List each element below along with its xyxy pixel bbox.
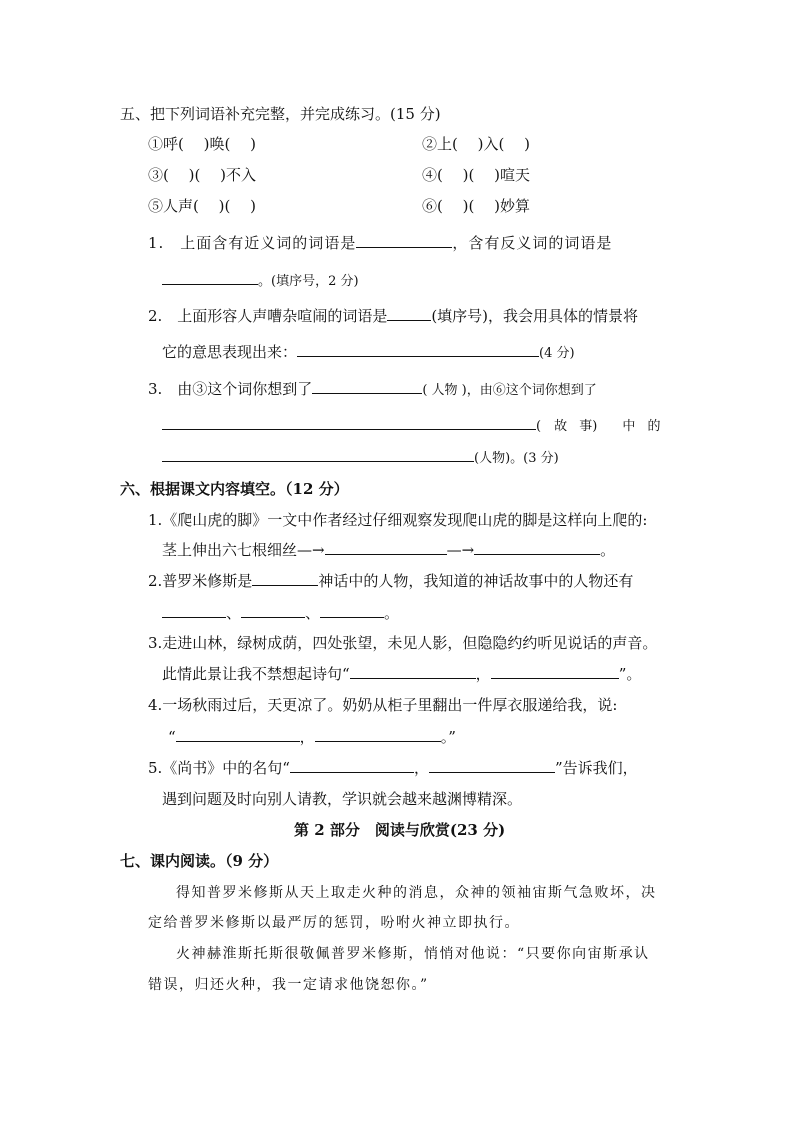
answer-blank[interactable] bbox=[252, 571, 318, 586]
part-2-heading: 第 2 部分 阅读与欣赏(23 分) bbox=[294, 821, 506, 839]
answer-blank[interactable] bbox=[162, 270, 258, 285]
answer-blank[interactable] bbox=[297, 342, 539, 357]
q6-3-line2: 此情此景让我不禁想起诗句“ ， ”。 bbox=[162, 665, 642, 683]
passage-line: 定给普罗米修斯以最严厉的惩罚，吩咐火神立即执行。 bbox=[148, 915, 520, 931]
answer-blank[interactable] bbox=[356, 233, 452, 248]
passage-line: 错误，归还火种，我一定请求他饶恕你。” bbox=[148, 977, 429, 993]
q6-5-line2: 遇到问题及时向别人请教，学识就会越来越渊博精深。 bbox=[162, 790, 523, 808]
word-2: ②上( )入( ) bbox=[422, 135, 530, 153]
q6-3-line1: 3.走进山林，绿树成荫，四处张望，未见人影，但隐隐约约听见说话的声音。 bbox=[148, 634, 658, 652]
q6-4-line2: “ ， 。” bbox=[168, 728, 456, 746]
section-7-title: 七、课内阅读。（9 分） bbox=[120, 852, 279, 870]
answer-blank[interactable] bbox=[162, 447, 474, 462]
answer-blank[interactable] bbox=[491, 664, 619, 679]
answer-blank[interactable] bbox=[315, 727, 441, 742]
answer-blank[interactable] bbox=[429, 758, 555, 773]
q5-3-line1: 3. 由③这个词你想到了 ( 人物 )，由⑥这个词你想到了 bbox=[148, 380, 597, 398]
q6-1-line2: 茎上伸出六七根细丝—→ —→ 。 bbox=[162, 541, 616, 559]
passage-line: 火神赫淮斯托斯很敬佩普罗米修斯，悄悄对他说：“只要你向宙斯承认 bbox=[176, 946, 650, 962]
passage-line: 得知普罗米修斯从天上取走火种的消息，众神的领袖宙斯气急败坏，决 bbox=[176, 885, 657, 901]
answer-blank[interactable] bbox=[241, 603, 305, 618]
word-5: ⑤人声( )( ) bbox=[148, 197, 256, 215]
q6-2-line2: 、 、 。 bbox=[162, 603, 399, 623]
q5-2-line1: 2. 上面形容人声嘈杂喧闹的词语是 (填序号)，我会用具体的情景将 bbox=[148, 307, 639, 325]
q5-1-line1: 1. 上面含有近义词的词语是 ，含有反义词的词语是 bbox=[148, 234, 613, 252]
word-4: ④( )( )喧天 bbox=[422, 166, 530, 184]
q5-3-line3: (人物)。(3 分) bbox=[162, 447, 559, 469]
answer-blank[interactable] bbox=[162, 415, 536, 430]
q5-2-line2: 它的意思表现出来： (4 分) bbox=[162, 343, 575, 361]
q6-2-line1: 2.普罗米修斯是 神话中的人物，我知道的神话故事中的人物还有 bbox=[148, 572, 634, 590]
answer-blank[interactable] bbox=[325, 540, 447, 555]
q6-5-line1: 5.《尚书》中的名句“ ， ”告诉我们， bbox=[148, 759, 638, 777]
word-3: ③( )( )不入 bbox=[148, 166, 256, 184]
q6-4-line1: 4.一场秋雨过后，天更凉了。奶奶从柜子里翻出一件厚衣服递给我，说: bbox=[148, 696, 618, 714]
answer-blank[interactable] bbox=[176, 727, 300, 742]
answer-blank[interactable] bbox=[290, 758, 414, 773]
answer-blank[interactable] bbox=[312, 379, 422, 394]
q5-3-line2: ( 故 事) 中 的 bbox=[162, 415, 661, 437]
answer-blank[interactable] bbox=[387, 306, 431, 321]
q6-1-line1: 1.《爬山虎的脚》一文中作者经过仔细观察发现爬山虎的脚是这样向上爬的: bbox=[148, 511, 648, 529]
answer-blank[interactable] bbox=[474, 540, 600, 555]
section-5-title: 五、把下列词语补充完整，并完成练习。(15 分) bbox=[120, 105, 441, 123]
word-6: ⑥( )( )妙算 bbox=[422, 197, 530, 215]
section-6-title: 六、根据课文内容填空。（12 分） bbox=[120, 480, 349, 498]
q5-1-line2: 。(填序号，2 分) bbox=[162, 270, 359, 292]
word-1: ①呼( )唤( ) bbox=[148, 135, 256, 153]
answer-blank[interactable] bbox=[320, 603, 384, 618]
answer-blank[interactable] bbox=[162, 603, 226, 618]
answer-blank[interactable] bbox=[350, 664, 476, 679]
